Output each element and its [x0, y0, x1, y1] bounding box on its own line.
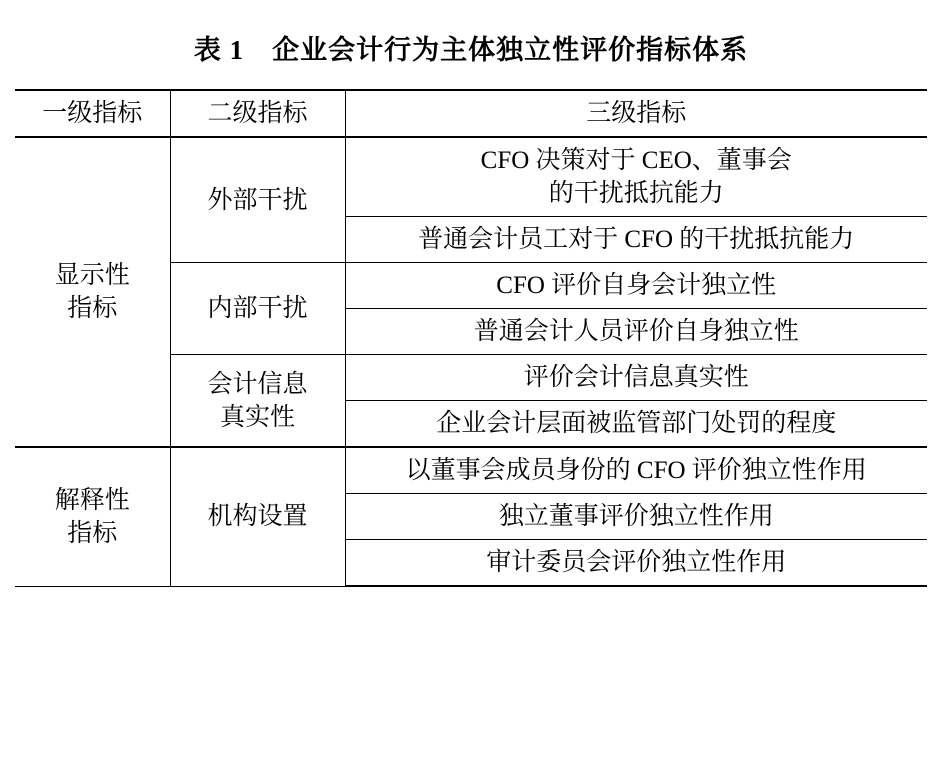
- level2-line1: 内部干扰: [207, 295, 308, 322]
- level3-line2: 的干扰抵抗能力: [548, 180, 724, 207]
- table-header-row: [15, 90, 927, 137]
- level1-cell-display: [15, 137, 170, 447]
- level3-cell: 评价会计信息真实性: [345, 355, 927, 401]
- level1-line2: 指标: [67, 295, 118, 322]
- table-row: [15, 447, 927, 494]
- level2-cell-institution: [170, 447, 345, 586]
- level3-line1: CFO 决策对于 CEO、董事会: [480, 147, 792, 174]
- table-row: [15, 137, 927, 217]
- level2-line1: 外部干扰: [207, 186, 308, 214]
- level1-cell-explanatory: [15, 447, 170, 586]
- level1-line2: 指标: [67, 519, 118, 547]
- level1-line1: 显示性: [54, 262, 130, 289]
- level2-line2: 真实性: [219, 403, 295, 431]
- level3-cell: 普通会计人员评价自身独立性: [345, 309, 927, 355]
- header-level1: 一级指标: [15, 90, 170, 137]
- level2-cell-internal: [170, 263, 345, 355]
- level3-cell: 审计委员会评价独立性作用: [345, 540, 927, 587]
- level3-cell: [345, 137, 927, 217]
- level3-cell: CFO 评价自身会计独立性: [345, 263, 927, 309]
- level3-cell: 独立董事评价独立性作用: [345, 494, 927, 540]
- indicator-table: [15, 89, 927, 587]
- level2-line1: 会计信息: [207, 370, 308, 398]
- level3-cell: 企业会计层面被监管部门处罚的程度: [345, 401, 927, 448]
- header-level3: 三级指标: [345, 90, 927, 137]
- level3-cell: 普通会计员工对于 CFO 的干扰抵抗能力: [345, 217, 927, 263]
- level2-line1: 机构设置: [207, 503, 308, 531]
- level3-cell: 以董事会成员身份的 CFO 评价独立性作用: [345, 447, 927, 494]
- level1-line1: 解释性: [54, 486, 130, 514]
- level2-cell-external: [170, 137, 345, 263]
- level2-cell-accounting-info: [170, 355, 345, 448]
- header-level2: 二级指标: [170, 90, 345, 137]
- table-title: 表 1 企业会计行为主体独立性评价指标体系: [193, 35, 749, 65]
